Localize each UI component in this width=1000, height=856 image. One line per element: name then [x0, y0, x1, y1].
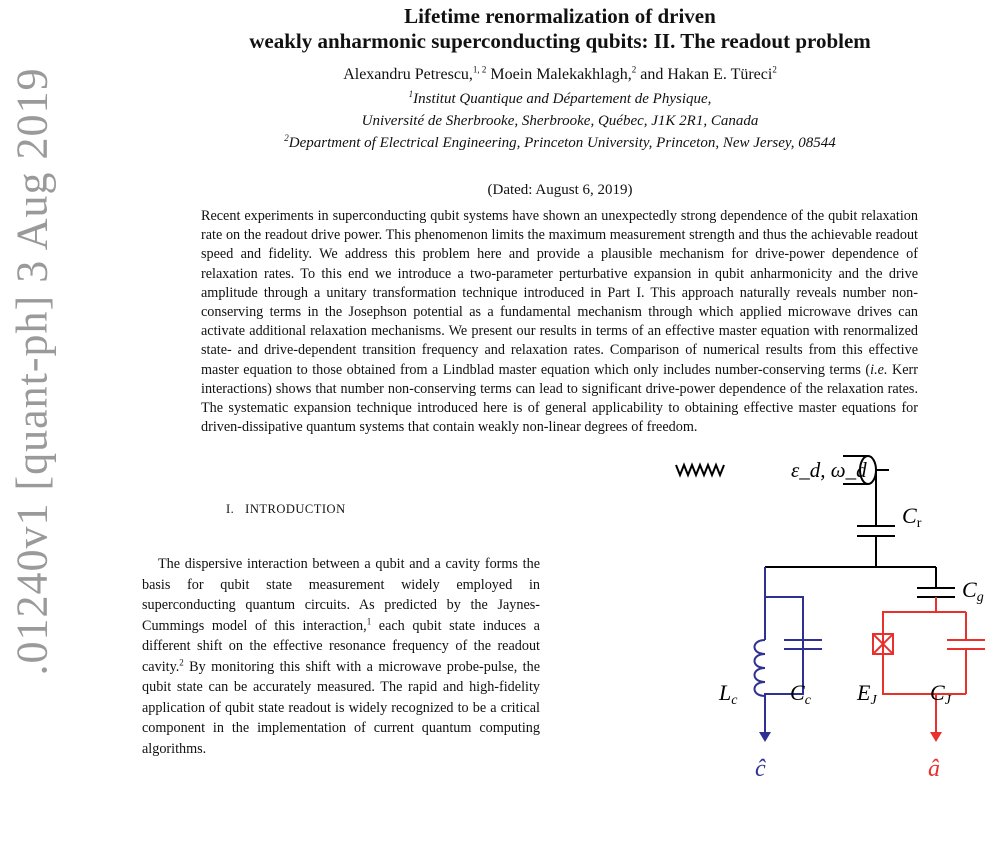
cg-label: Cg [962, 577, 984, 605]
drive-label: ε_d, ω_d [791, 458, 867, 482]
drive-source-squiggle [676, 465, 724, 475]
affiliation-2 [150, 135, 970, 152]
circuit-diagram [640, 420, 984, 840]
abstract-text-2: Kerr interactions) shows that number non-conserving terms can lead to significant drive-power dependence of the relaxation rates. The systematic expansion technique introduced here is of general applicability to obtaining effective master equations for driven-dissipative quantum systems that contain weakly non-linear degrees of freedom. [201, 361, 918, 436]
inductor-coil [755, 640, 766, 696]
section-title: INTRODUCTION [245, 502, 346, 516]
intro-text-2: each qubit state induces a different shift on the effective resonance frequency of the readout cavity. [142, 617, 540, 675]
cavity-branch [755, 567, 823, 732]
intro-text-1: The dispersive interaction between a qubit and a cavity forms the basis for qubit state measurement widely employed in superconducting quantum circuits. As predicted by the Jaynes-Cummings model of this interaction, [142, 556, 540, 634]
affiliation-2-text: Department of Electrical Engineering, Princeton University, Princeton, New Jersey, 08544 [288, 135, 836, 151]
paper-title [150, 4, 970, 54]
cavity-operator-label: ĉ [755, 756, 766, 782]
intro-paragraph [142, 554, 540, 759]
dated-line: (Dated: August 6, 2019) [487, 182, 633, 198]
lc-label: Lc [719, 680, 738, 708]
abstract-ie: i.e. [870, 361, 888, 378]
affiliation-2-marker: 2 [284, 133, 289, 143]
qubit-branch [873, 597, 985, 732]
cc-label: Cc [790, 680, 811, 708]
abstract [201, 207, 918, 437]
author-3-affil: 2 [772, 64, 777, 75]
author-2-affil: 2 [631, 64, 637, 75]
section-number: I. [226, 502, 235, 516]
title-line-1: Lifetime renormalization of driven [404, 4, 716, 28]
cj-label: CJ [930, 680, 951, 708]
title-line-2: weakly anharmonic superconducting qubits: II. The readout problem [249, 29, 871, 53]
cr-label: Cr [902, 503, 922, 531]
cavity-ground-arrow [759, 732, 771, 742]
author-1: Alexandru Petrescu, [343, 66, 473, 83]
intro-text-3: By monitoring this shift with a microwave probe-pulse, the qubit state can be accurately measured. The rapid and high-fidelity application of qubit state readout is widely recognized to be a critical component in the implementation of current quantum computing algorithms. [142, 658, 540, 757]
ej-label: EJ [857, 680, 877, 708]
author-3: and Hakan E. Türeci [640, 66, 773, 83]
abstract-text-1: Recent experiments in superconducting qubit systems have shown an unexpectedly strong dependence of the qubit relaxation rate on the readout drive power. This phenomenon limits the maximum measurement strength and thus the achievable readout speed and fidelity. We address this problem here and provide a plausible mechanism for drive-power dependence of relaxation rates. To this end we introduce a two-parameter perturbative expansion in qubit anharmonicity and the drive amplitude through a unitary transformation technique introduced in Part I. This approach naturally reveals number non-conserving terms in the Josephson potential as a fundamental mechanism through which applied microwave drives can activate additional relaxation mechanisms. We present our results in terms of an effective master equation with renormalized state- and drive-dependent transition frequency and relaxation rates. Comparison of numerical results from this effective master equation to those obtained from a Lindblad master equation which only includes number-conserving terms ( [201, 208, 918, 378]
qubit-operator-label: â [928, 756, 940, 782]
intro-ref-2: 2 [179, 656, 184, 667]
intro-ref-1: 1 [366, 615, 372, 626]
author-list [150, 66, 970, 84]
qubit-wire [883, 597, 936, 732]
affiliation-1-line-2: Université de Sherbrooke, Sherbrooke, Québec, J1K 2R1, Canada [361, 113, 759, 129]
affiliation-1-marker: 1 [408, 89, 414, 99]
section-heading [226, 502, 346, 517]
author-1-affil: 1, 2 [472, 64, 487, 75]
author-2: Moein Malekakhlagh, [490, 66, 632, 83]
affiliation-1-line-1 [150, 91, 970, 108]
arxiv-identifier: .01240v1 [quant-ph] 3 Aug 2019 [7, 67, 57, 676]
qubit-ground-arrow [930, 732, 942, 742]
affiliation-1-text: Institut Quantique and Département de Physique, [413, 91, 712, 107]
